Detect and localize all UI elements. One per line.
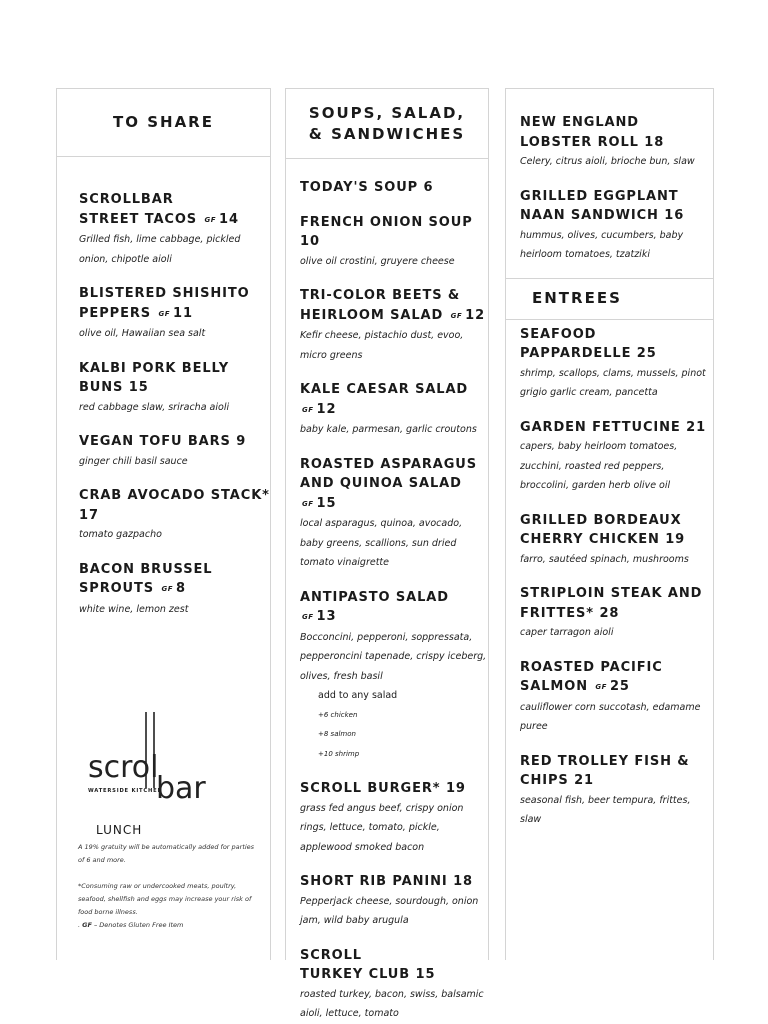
menu-item [300, 946, 488, 1024]
item-name-text: FRENCH ONION SOUP [300, 214, 473, 230]
item-name-text: NAAN SANDWICH [520, 208, 659, 223]
item-name-text: HEIRLOOM SALAD [300, 307, 444, 323]
item-name-text: NEW ENGLAND [520, 115, 639, 130]
item-price: 18 [453, 874, 473, 889]
item-price: 15 [316, 495, 337, 511]
menu-item [520, 511, 713, 570]
item-description: baby kale, parmesan, garlic croutons [300, 424, 477, 435]
item-description: caper tarragon aioli [520, 627, 614, 638]
item-description: Pepperjack cheese, sourdough, onion jam, wild baby arugula [300, 895, 479, 926]
item-description: olive oil crostini, gruyere cheese [300, 255, 455, 267]
item-description: Grilled fish, lime cabbage, pickled onion, chipotle aioli [79, 234, 241, 265]
item-name-text: STRIPLOIN STEAK AND [520, 586, 703, 601]
item-name-text: FRITTES* [520, 605, 595, 621]
item-price: 28 [599, 605, 620, 621]
item-price: 18 [644, 134, 665, 150]
item-name-text: SPROUTS [79, 581, 155, 596]
item-name-text: CHIPS [520, 773, 569, 788]
menu-item [79, 432, 270, 471]
item-price: 10 [300, 234, 320, 249]
item-price: 9 [236, 434, 247, 449]
menu-item [79, 190, 270, 269]
item-name [300, 213, 488, 252]
item-description: hummus, olives, cucumbers, baby heirloom tomatoes, tzatziki [520, 229, 684, 260]
item-price: 12 [465, 307, 486, 323]
item-name-text: SEAFOOD [520, 326, 597, 342]
gf-note: . GF – Denotes Gluten Free Item [78, 921, 184, 929]
scrollbar-logo [88, 710, 238, 805]
item-name-text: ROASTED PACIFIC [520, 659, 663, 675]
item-name-text: SALMON [520, 679, 588, 694]
item-name-text: GARDEN FETTUCINE [520, 419, 681, 435]
item-price: 21 [574, 773, 594, 788]
to-share-items [57, 157, 270, 619]
item-name [79, 359, 270, 398]
to-share-column [56, 88, 271, 960]
menu-type-label: LUNCH [96, 823, 143, 837]
footnotes [78, 841, 258, 932]
entrees-items [506, 320, 713, 830]
item-name [520, 658, 713, 698]
item-name-text: LOBSTER ROLL [520, 134, 639, 150]
addon-title: add to any salad [318, 690, 398, 701]
logo-text-left: scrol [88, 750, 159, 785]
item-name [79, 190, 270, 230]
item-name-text: KALBI PORK BELLY BUNS [79, 360, 230, 395]
menu-item [300, 178, 488, 198]
menu-item [300, 286, 488, 365]
menu-item [300, 588, 488, 765]
menu-item [520, 658, 713, 737]
gluten-free-mark: GF [302, 499, 314, 508]
lobster-items [506, 88, 713, 265]
item-name-text: SCROLLBAR [79, 192, 174, 207]
item-price: 25 [636, 346, 657, 361]
item-price: 15 [128, 380, 149, 395]
item-name-text: AND QUINOA SALAD [300, 476, 462, 491]
logo-tagline: WATERSIDE KITCHEN [88, 788, 163, 794]
item-description: Bocconcini, pepperoni, soppressata, pepperoncini tapenade, crispy iceberg, olives, fresh basil [300, 631, 487, 682]
item-price: 11 [173, 305, 193, 321]
item-description: red cabbage slaw, sriracha aioli [79, 401, 230, 413]
addon-option: +10 shrimp [318, 749, 360, 758]
item-description: grass fed angus beef, crispy onion rings, lettuce, tomato, pickle, applewood smoked bacon [300, 802, 464, 853]
item-price: 15 [415, 967, 436, 982]
item-name [300, 380, 488, 420]
menu-item [300, 455, 488, 573]
item-name [300, 178, 488, 198]
item-name-text: CHERRY CHICKEN [520, 532, 660, 547]
item-name [79, 486, 270, 525]
menu-item [300, 779, 488, 857]
gluten-free-mark: GF [302, 405, 314, 414]
item-name [300, 872, 488, 892]
item-description: Celery, citrus aioli, brioche bun, slaw [520, 156, 695, 167]
item-price: 8 [176, 581, 186, 596]
item-name [520, 187, 713, 226]
item-name [300, 946, 488, 985]
raw-food-warning: *Consuming raw or undercooked meats, poultry, seafood, shellfish and eggs may increase your risk of food borne illness. [78, 882, 252, 916]
item-description: cauliflower corn succotash, edamame puree [520, 701, 701, 732]
gluten-free-mark: GF [204, 215, 217, 224]
item-price: 21 [686, 419, 707, 435]
menu-item [79, 359, 270, 418]
item-description: tomato gazpacho [79, 529, 162, 540]
gluten-free-mark: GF [450, 311, 463, 320]
item-name-text: GRILLED EGGPLANT [520, 188, 679, 204]
item-price: 6 [423, 180, 434, 195]
item-price: 25 [609, 679, 630, 694]
item-name-text: TODAY'S SOUP [300, 180, 419, 195]
item-price: 12 [316, 401, 337, 417]
item-name-text: GRILLED BORDEAUX [520, 512, 682, 528]
item-name-text: TURKEY CLUB [300, 967, 411, 982]
item-name-text: STREET TACOS [79, 211, 198, 227]
gluten-free-mark: GF [302, 613, 314, 621]
item-name-text: SCROLL [300, 947, 362, 963]
menu-item [300, 872, 488, 931]
menu-item [79, 560, 270, 620]
item-name [79, 432, 270, 452]
item-name-text: ANTIPASTO SALAD [300, 589, 449, 605]
soups-heading: SOUPS, SALAD, & SANDWICHES [286, 88, 488, 159]
item-name [300, 779, 488, 799]
gratuity-note: A 19% gratuity will be automatically added for parties of 6 and more. [78, 843, 255, 864]
menu-item [79, 284, 270, 344]
item-name-text: VEGAN TOFU BARS [79, 434, 231, 449]
item-name-text: SHORT RIB PANINI [300, 874, 448, 889]
item-description: seasonal fish, beer tempura, frittes, slaw [520, 794, 691, 825]
item-description: roasted turkey, bacon, swiss, balsamic aioli, lettuce, tomato [300, 988, 484, 1019]
item-description: white wine, lemon zest [79, 603, 189, 615]
item-name-text: BLISTERED SHISHITO PEPPERS [79, 286, 250, 321]
item-name-text: KALE CAESAR SALAD [300, 382, 469, 397]
item-name-text: ROASTED ASPARAGUS [300, 456, 477, 472]
item-name [79, 284, 270, 324]
item-description: farro, sautéed spinach, mushrooms [520, 553, 689, 565]
addon-option: +6 chicken [318, 710, 358, 719]
item-price: 19 [445, 781, 466, 796]
item-name-text: SCROLL BURGER* [300, 781, 441, 796]
menu-item [520, 187, 713, 265]
item-name [520, 418, 713, 438]
item-name [520, 584, 713, 623]
item-name-text: RED TROLLEY FISH & [520, 753, 690, 769]
logo-mark [88, 710, 238, 805]
soups-column [285, 88, 489, 1019]
menu-item [520, 325, 713, 403]
menu-item [300, 380, 488, 440]
soups-items [286, 159, 488, 1024]
item-description: olive oil, Hawaiian sea salt [79, 328, 206, 339]
gluten-free-mark: GF [595, 683, 607, 691]
item-price: 13 [316, 609, 337, 624]
logo-text-right: bar [156, 771, 206, 805]
item-name [520, 752, 713, 791]
to-share-heading: TO SHARE [57, 88, 270, 157]
menu-item [520, 584, 713, 643]
item-name [300, 588, 488, 628]
menu-item [520, 752, 713, 830]
menu-item [300, 213, 488, 272]
item-price: 19 [665, 532, 686, 547]
entrees-heading: ENTREES [506, 278, 713, 320]
item-name [300, 455, 488, 515]
item-name-text: PAPPARDELLE [520, 346, 632, 361]
item-name [520, 113, 713, 152]
item-name [520, 511, 713, 550]
item-description: ginger chili basil sauce [79, 455, 188, 467]
item-name [300, 286, 488, 326]
item-name-text: BACON BRUSSEL [79, 561, 213, 577]
item-name [79, 560, 270, 600]
item-price: 16 [664, 208, 685, 223]
gluten-free-mark: GF [158, 309, 170, 318]
item-name-text: TRI-COLOR BEETS & [300, 288, 461, 303]
addon-option: +8 salmon [318, 730, 356, 738]
entrees-column [505, 88, 714, 960]
menu-item [79, 486, 270, 545]
item-name-text: CRAB AVOCADO STACK* [79, 488, 270, 503]
item-description: local asparagus, quinoa, avocado, baby greens, scallions, sun dried tomato vinaigrette [300, 518, 463, 568]
item-description: Kefir cheese, pistachio dust, evoo, micro greens [300, 330, 464, 361]
item-price: 17 [79, 507, 99, 523]
gluten-free-mark: GF [161, 585, 174, 593]
menu-item [520, 418, 713, 496]
item-description: shrimp, scallops, clams, mussels, pinot grigio garlic cream, pancetta [520, 367, 706, 398]
menu-item [520, 113, 713, 172]
item-name [520, 325, 713, 364]
item-description: capers, baby heirloom tomatoes, zucchini, roasted red peppers, broccolini, garden herb olive oil [520, 441, 678, 491]
item-price: 14 [219, 211, 239, 227]
